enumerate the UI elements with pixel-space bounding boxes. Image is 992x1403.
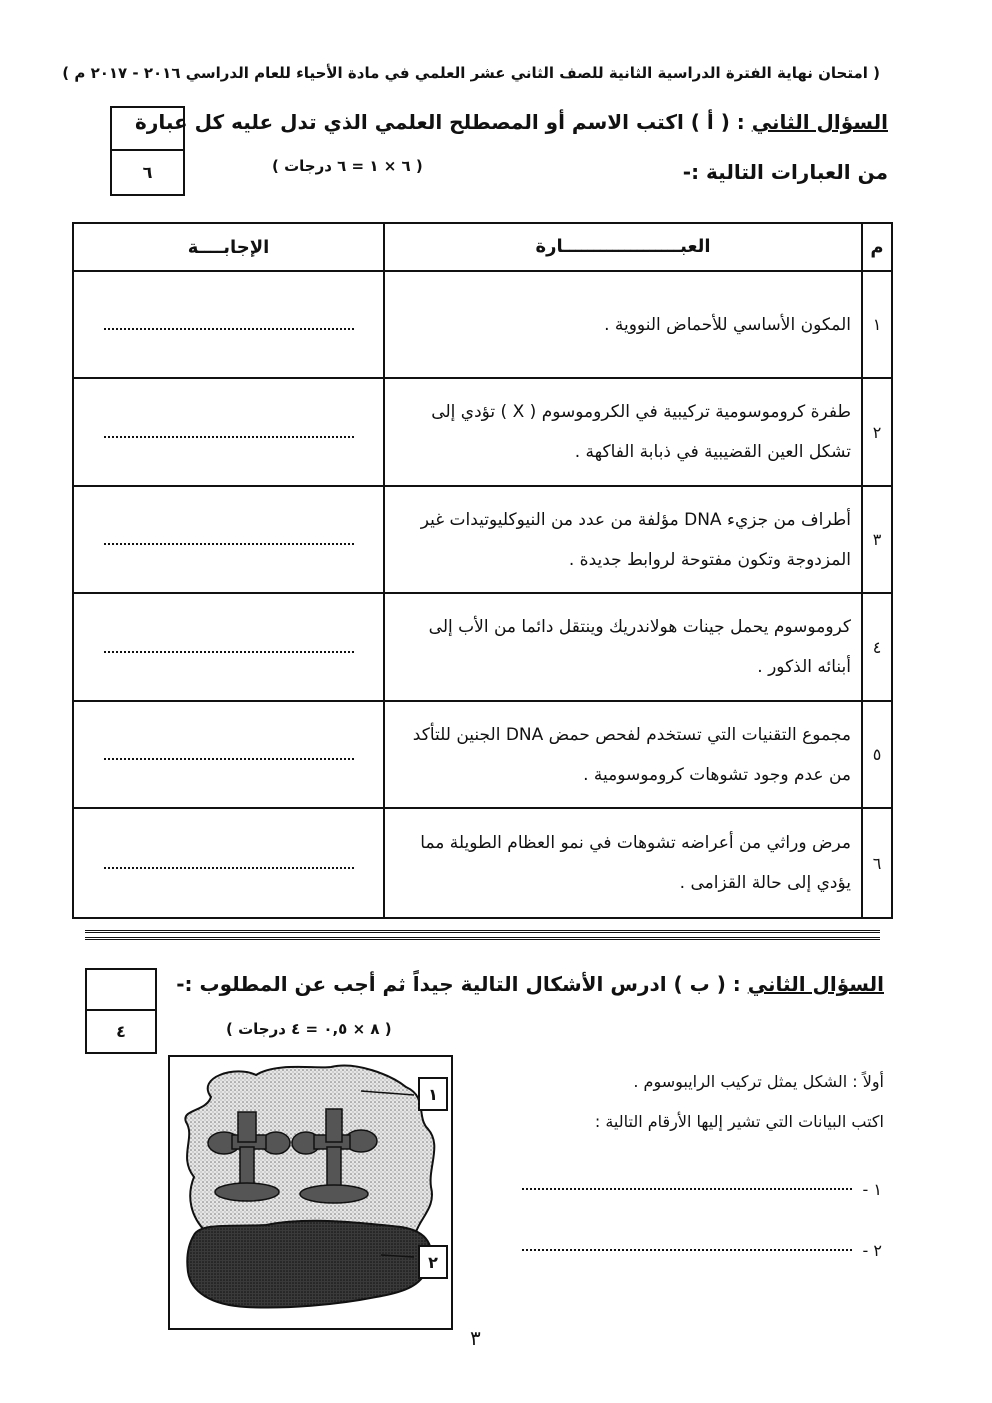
- row-number: ٢: [862, 378, 892, 486]
- figure-label-2: ٢: [418, 1245, 448, 1279]
- answer-field[interactable]: [73, 701, 384, 808]
- part-b-title: [176, 972, 884, 996]
- answer-line-1[interactable]: [522, 1188, 852, 1190]
- dotted-line: [104, 748, 354, 760]
- answer-field[interactable]: [73, 271, 384, 378]
- figure-label-1: ١: [418, 1077, 448, 1111]
- table-row: [73, 271, 892, 378]
- row-statement: طفرة كروموسومية تركيبية في الكروموسوم ( X ) تؤدي إلى تشكل العين القضيبية في ذبابة الفاكهة .: [384, 378, 862, 486]
- row-number: ٤: [862, 593, 892, 701]
- dotted-line: [104, 426, 354, 438]
- part-b-title-text: : ( ب ) ادرس الأشكال التالية جيداً ثم أجب عن المطلوب :-: [176, 972, 741, 996]
- row-statement: أطراف من جزيء DNA مؤلفة من عدد من النيوكليوتيدات غير المزدوجة وتكون مفتوحة لروابط جديدة .: [384, 486, 862, 593]
- table-row: [73, 808, 892, 918]
- part-a-title-text: : ( أ ) اكتب الاسم أو المصطلح العلمي الذي تدل عليه كل عبارة: [135, 110, 745, 134]
- table-header-row: [73, 223, 892, 271]
- table-row: [73, 486, 892, 593]
- row-number: ٣: [862, 486, 892, 593]
- statements-table: [72, 222, 893, 919]
- dotted-line: [104, 533, 354, 545]
- part-a-title: [135, 110, 888, 134]
- row-statement: كروموسوم يحمل جينات هولاندريك وينتقل دائما من الأب إلى أبنائه الذكور .: [384, 593, 862, 701]
- answer-number-1: ١ -: [862, 1180, 882, 1199]
- part-b-title-label: السؤال الثاني: [747, 972, 884, 996]
- first-item-text: أولاً : الشكل يمثل تركيب الرايبوسوم .: [633, 1072, 884, 1091]
- answer-line-2[interactable]: [522, 1249, 852, 1251]
- score-box-value: ٤: [116, 1022, 126, 1041]
- row-number: ١: [862, 271, 892, 378]
- answer-field[interactable]: [73, 378, 384, 486]
- small-subunit-shape: [187, 1221, 431, 1308]
- dotted-line: [104, 857, 354, 869]
- answer-field[interactable]: [73, 486, 384, 593]
- part-a-title-label: السؤال الثاني: [751, 110, 888, 134]
- header-answer: الإجابــــة: [73, 223, 384, 271]
- score-box-part-b: [85, 968, 157, 1054]
- part-a-grade-note: ( ٦ × ١ = ٦ درجات ): [272, 157, 423, 175]
- part-a-subtitle: من العبارات التالية :-: [682, 160, 888, 184]
- header-statement: العبـــــــــــــــــــارة: [384, 223, 862, 271]
- row-statement: مجموع التقنيات التي تستخدم لفحص حمض DNA الجنين للتأكد من عدم وجود تشوهات كروموسومية .: [384, 701, 862, 808]
- page-number: ٣: [470, 1326, 481, 1350]
- score-box-empty-cell: [87, 970, 155, 1011]
- ribosome-illustration: [168, 1057, 451, 1330]
- answer-number-2: ٢ -: [862, 1241, 882, 1260]
- row-statement: المكون الأساسي للأحماض النووية .: [384, 271, 862, 378]
- part-b-grade-note: ( ٨ × ٠,٥ = ٤ درجات ): [226, 1020, 392, 1038]
- table-row: [73, 378, 892, 486]
- dotted-line: [104, 318, 354, 330]
- dotted-line: [104, 641, 354, 653]
- exam-header: ( امتحان نهاية الفترة الدراسية الثانية للصف الثاني عشر العلمي في مادة الأحياء للعام الدراسي ٢٠١٦ - ٢٠١٧ م ): [62, 64, 880, 82]
- answer-field[interactable]: [73, 593, 384, 701]
- table-row: [73, 593, 892, 701]
- ribosome-figure: [168, 1055, 453, 1330]
- table-row: [73, 701, 892, 808]
- section-separator: [85, 930, 880, 940]
- score-box-value: ٦: [142, 163, 153, 182]
- header-num: م: [862, 223, 892, 271]
- row-statement: مرض وراثي من أعراضه تشوهات في نمو العظام الطويلة مما يؤدي إلى حالة القزامى .: [384, 808, 862, 918]
- row-number: ٦: [862, 808, 892, 918]
- instruction-text: اكتب البيانات التي تشير إليها الأرقام التالية :: [594, 1112, 884, 1131]
- answer-field[interactable]: [73, 808, 384, 918]
- row-number: ٥: [862, 701, 892, 808]
